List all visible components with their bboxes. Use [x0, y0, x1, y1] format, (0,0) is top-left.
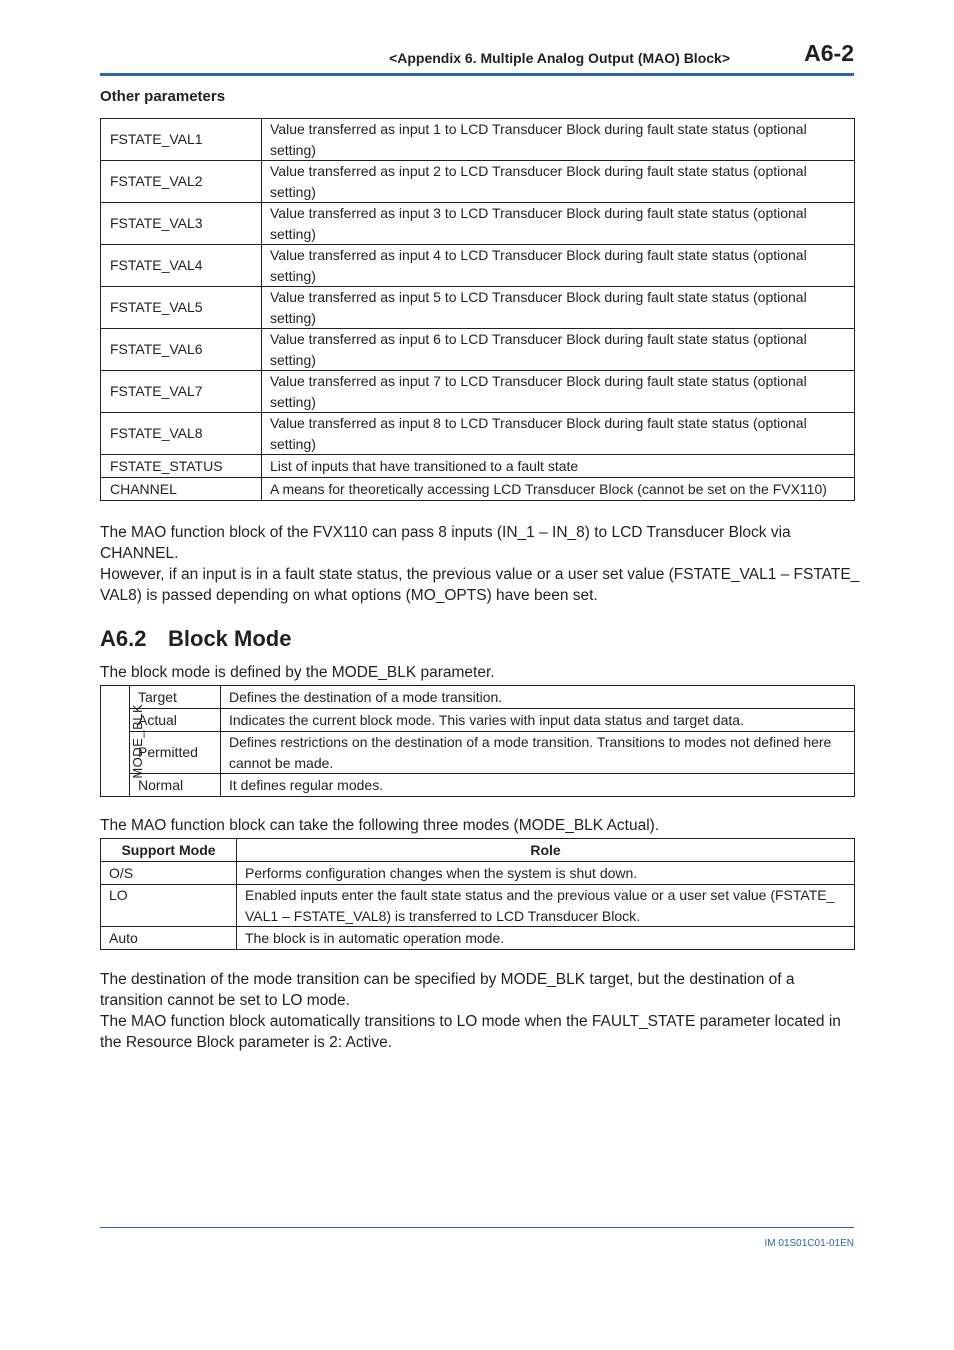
mode-element-description: It defines regular modes. — [221, 774, 855, 797]
table-row — [101, 161, 855, 203]
parameter-name: FSTATE_VAL5 — [101, 287, 262, 329]
section-title: Block Mode — [168, 626, 292, 651]
table-row — [101, 709, 855, 732]
parameter-name: FSTATE_VAL2 — [101, 161, 262, 203]
parameter-description: Value transferred as input 7 to LCD Transducer Block during fault state status (optional setting) — [262, 371, 855, 413]
parameter-description: Value transferred as input 2 to LCD Transducer Block during fault state status (optional setting) — [262, 161, 855, 203]
table-row — [101, 774, 855, 797]
column-header-role: Role — [237, 839, 855, 862]
support-mode: Auto — [101, 927, 237, 950]
table-row — [101, 927, 855, 950]
mode-element-name: Permitted — [130, 732, 221, 774]
parameter-description: Value transferred as input 8 to LCD Transducer Block during fault state status (optional setting) — [262, 413, 855, 455]
paragraph-transition-destination: The destination of the mode transition can be specified by MODE_BLK target, but the destination of a transition cannot be set to LO mode. — [100, 971, 795, 1009]
parameter-name: FSTATE_VAL6 — [101, 329, 262, 371]
parameter-name: FSTATE_VAL3 — [101, 203, 262, 245]
parameter-description: A means for theoretically accessing LCD Transducer Block (cannot be set on the FVX110) — [262, 478, 855, 501]
parameter-description: Value transferred as input 6 to LCD Transducer Block during fault state status (optional setting) — [262, 329, 855, 371]
mode-element-name: Normal — [130, 774, 221, 797]
section-number: A6.2 — [100, 626, 147, 651]
mode-intro: The block mode is defined by the MODE_BLK parameter. — [100, 664, 495, 681]
page-number: A6-2 — [804, 40, 854, 66]
other-parameters-heading: Other parameters — [100, 88, 226, 105]
table-row — [101, 732, 855, 774]
mode-element-description: Defines restrictions on the destination of a mode transition. Transitions to modes not defined here cannot be made. — [221, 732, 855, 774]
mode-element-description: Defines the destination of a mode transition. — [221, 686, 855, 709]
footer-divider — [100, 1227, 854, 1228]
table-row — [101, 287, 855, 329]
parameter-name: FSTATE_VAL1 — [101, 119, 262, 161]
parameter-description: Value transferred as input 4 to LCD Transducer Block during fault state status (optional setting) — [262, 245, 855, 287]
mode-blk-group-label — [101, 686, 146, 797]
table-row — [101, 119, 855, 161]
mode-blk-table — [100, 685, 855, 797]
support-mode: LO — [101, 885, 237, 927]
table-row — [101, 329, 855, 371]
support-mode-role: The block is in automatic operation mode. — [237, 927, 855, 950]
mode-blk-label: MODE_BLK — [130, 704, 146, 779]
paragraph-inputs: The MAO function block of the FVX110 can pass 8 inputs (IN_1 – IN_8) to LCD Transducer Block via CHANNEL. — [100, 524, 791, 562]
parameter-name: CHANNEL — [101, 478, 262, 501]
table-row — [101, 203, 855, 245]
paragraph-auto-transition: The MAO function block automatically transitions to LO mode when the FAULT_STATE parameter located in the Resource Block parameter is 2: Active. — [100, 1013, 841, 1051]
table-row — [101, 478, 855, 501]
document-id: IM 01S01C01-01EN — [764, 1238, 854, 1249]
mode-element-name: Actual — [130, 709, 221, 732]
table-row — [101, 686, 855, 709]
support-intro: The MAO function block can take the following three modes (MODE_BLK Actual). — [100, 817, 660, 834]
support-mode: O/S — [101, 862, 237, 885]
paragraph-fault-state: However, if an input is in a fault state status, the previous value or a user set value (FSTATE_VAL1 – FSTATE_ VAL8) is passed depending on what options (MO_OPTS) have been set. — [100, 566, 860, 604]
parameter-description: Value transferred as input 5 to LCD Transducer Block during fault state status (optional setting) — [262, 287, 855, 329]
mode-element-description: Indicates the current block mode. This varies with input data status and target data. — [221, 709, 855, 732]
other-parameters-table — [100, 118, 855, 501]
header-title: <Appendix 6. Multiple Analog Output (MAO) Block> — [389, 50, 730, 66]
section-heading — [100, 626, 291, 652]
table-row — [101, 413, 855, 455]
support-mode-role: Performs configuration changes when the system is shut down. — [237, 862, 855, 885]
table-row — [101, 455, 855, 478]
mode-element-name: Target — [130, 686, 221, 709]
table-header-row — [101, 839, 855, 862]
parameter-description: List of inputs that have transitioned to a fault state — [262, 455, 855, 478]
table-row — [101, 371, 855, 413]
support-mode-table — [100, 838, 855, 950]
parameter-name: FSTATE_STATUS — [101, 455, 262, 478]
parameter-name: FSTATE_VAL7 — [101, 371, 262, 413]
support-mode-role: Enabled inputs enter the fault state status and the previous value or a user set value (FSTATE_ VAL1 – FSTATE_VAL8) is transferred to LCD Transducer Block. — [237, 885, 855, 927]
column-header-support-mode: Support Mode — [101, 839, 237, 862]
parameter-description: Value transferred as input 1 to LCD Transducer Block during fault state status (optional setting) — [262, 119, 855, 161]
table-row — [101, 245, 855, 287]
table-row — [101, 862, 855, 885]
parameter-description: Value transferred as input 3 to LCD Transducer Block during fault state status (optional setting) — [262, 203, 855, 245]
page-header — [100, 40, 854, 76]
parameter-name: FSTATE_VAL4 — [101, 245, 262, 287]
parameter-name: FSTATE_VAL8 — [101, 413, 262, 455]
table-row — [101, 885, 855, 927]
